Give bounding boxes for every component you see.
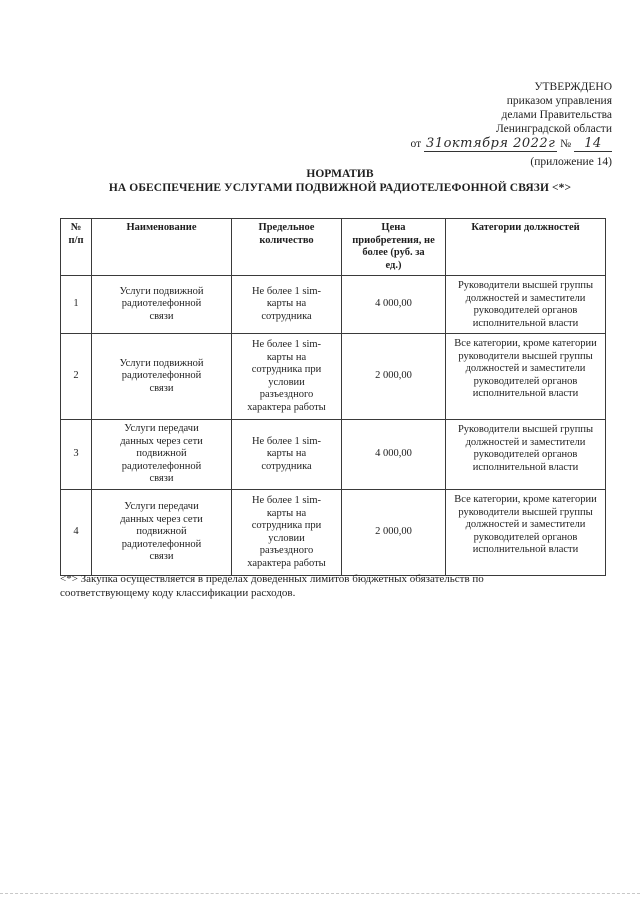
row-quantity: Не более 1 sim- карты на сотрудника: [232, 420, 342, 490]
row-category: Все категории, кроме категории руководители высшей группы должностей и заместители руководителей органов исполнительной власти: [446, 334, 606, 420]
row-quantity: Не более 1 sim- карты на сотрудника при условии разъездного характера работы: [232, 490, 342, 576]
header-number: № п/п: [61, 219, 92, 276]
approval-block: [362, 80, 612, 169]
scan-edge-divider: [0, 893, 640, 894]
row-category: Руководители высшей группы должностей и заместители руководителей органов исполнительной власти: [446, 276, 606, 334]
row-name: Услуги передачи данных через сети подвижной радиотелефонной связи: [92, 490, 232, 576]
row-category: Все категории, кроме категории руководители высшей группы должностей и заместители руководителей органов исполнительной власти: [446, 490, 606, 576]
table-header-row: [61, 219, 606, 276]
row-name: Услуги передачи данных через сети подвижной радиотелефонной связи: [92, 420, 232, 490]
row-quantity: Не более 1 sim- карты на сотрудника: [232, 276, 342, 334]
date-prefix: от: [410, 138, 422, 150]
approval-line-department: делами Правительства: [501, 109, 612, 121]
row-number: 4: [61, 490, 92, 576]
title-line-1: НОРМАТИВ: [306, 168, 374, 180]
header-category: Категории должностей: [446, 219, 606, 276]
table-row: [61, 334, 606, 420]
approval-line-region: Ленинградской области: [495, 123, 612, 135]
row-quantity: Не более 1 sim- карты на сотрудника при условии разъездного характера работы: [232, 334, 342, 420]
handwritten-number: 14: [584, 136, 602, 151]
norm-table: [60, 218, 606, 576]
handwritten-date: 31октября 2022г: [426, 136, 556, 151]
table-row: [61, 276, 606, 334]
row-price: 2 000,00: [342, 490, 446, 576]
header-quantity: Предельное количество: [232, 219, 342, 276]
row-name: Услуги подвижной радиотелефонной связи: [92, 276, 232, 334]
row-price: 4 000,00: [342, 276, 446, 334]
document-title: [60, 167, 620, 195]
row-number: 1: [61, 276, 92, 334]
row-price: 2 000,00: [342, 334, 446, 420]
header-price: Цена приобретения, не более (руб. за ед.): [342, 219, 446, 276]
table-row: [61, 490, 606, 576]
row-number: 3: [61, 420, 92, 490]
approval-heading: УТВЕРЖДЕНО: [534, 81, 612, 93]
row-name: Услуги подвижной радиотелефонной связи: [92, 334, 232, 420]
header-name: Наименование: [92, 219, 232, 276]
approval-date-line: [362, 137, 612, 155]
footnote-line-1: <*> Закупка осуществляется в пределах доведенных лимитов бюджетных обязательств по: [60, 573, 484, 585]
row-category: Руководители высшей группы должностей и заместители руководителей органов исполнительной власти: [446, 420, 606, 490]
row-number: 2: [61, 334, 92, 420]
table-row: [61, 420, 606, 490]
row-price: 4 000,00: [342, 420, 446, 490]
approval-line-order: приказом управления: [506, 95, 612, 107]
footnote-line-2: соответствующему коду классификации расходов.: [60, 586, 296, 599]
footnote: [60, 573, 580, 600]
appendix-note: (приложение 14): [530, 156, 612, 168]
number-prefix: №: [560, 138, 572, 150]
title-line-2: НА ОБЕСПЕЧЕНИЕ УСЛУГАМИ ПОДВИЖНОЙ РАДИОТЕЛЕФОННОЙ СВЯЗИ <*>: [108, 182, 572, 194]
